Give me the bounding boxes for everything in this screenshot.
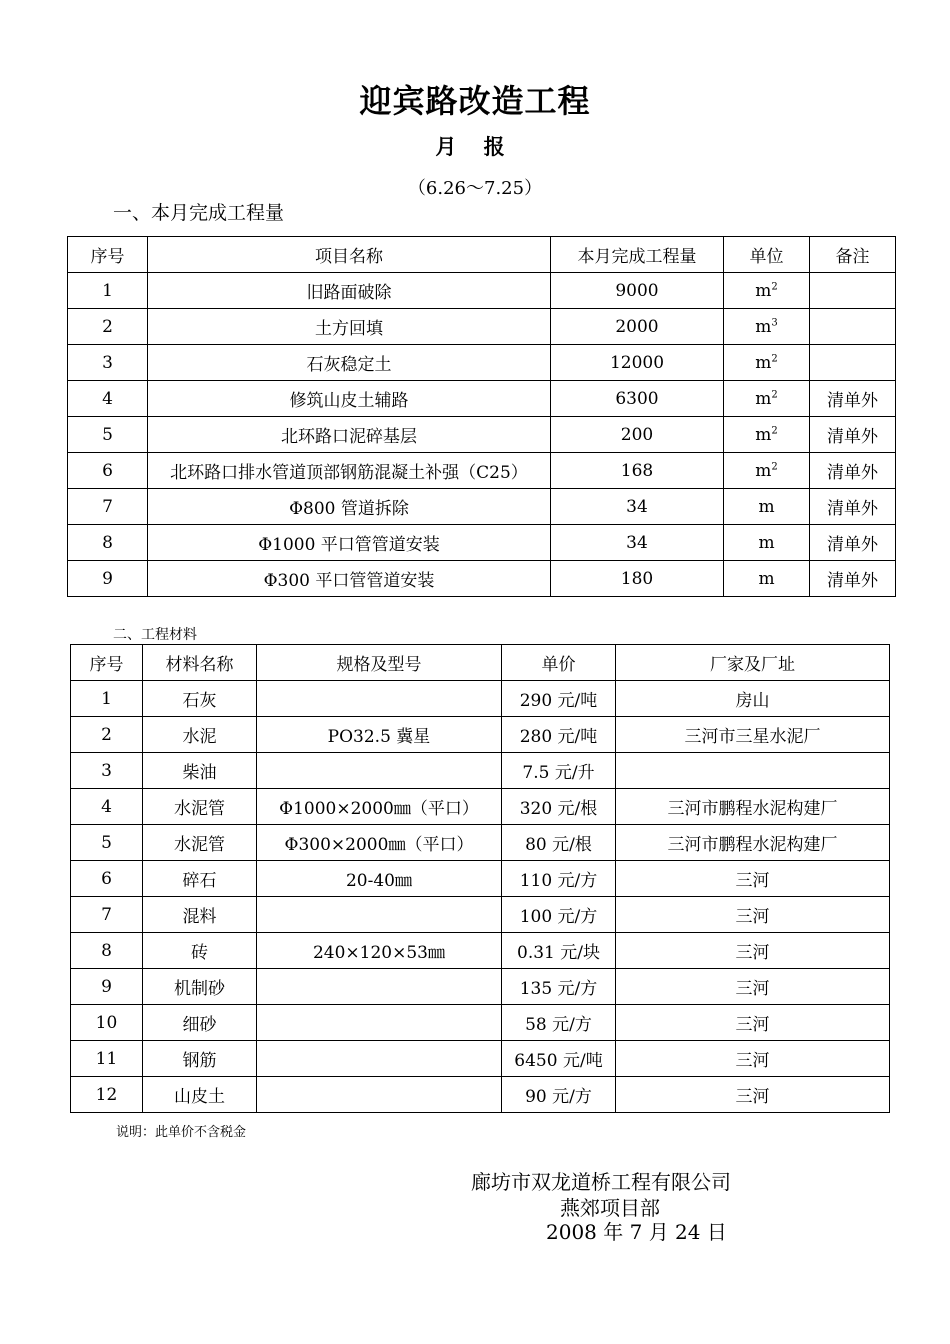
unit-text: m [755,460,772,481]
unit-text: m [755,352,772,373]
material-spec [257,1077,502,1113]
column-header: 材料名称 [143,645,257,681]
item-unit [724,561,810,597]
table-row [71,717,890,753]
unit-exponent: 2 [771,280,778,292]
material-spec [257,969,502,1005]
unit-text: m [758,532,775,553]
material-vendor: 三河市鹏程水泥构建厂 [616,825,890,861]
row-number: 2 [68,309,148,345]
table-row [71,1005,890,1041]
material-spec: 240×120×53㎜ [257,933,502,969]
report-period: （6.26～7.25） [407,178,543,199]
unit-exponent: 2 [771,460,778,472]
item-remark: 清单外 [810,525,896,561]
item-name: 修筑山皮土辅路 [148,381,551,417]
row-number: 9 [68,561,148,597]
column-header: 本月完成工程量 [551,237,724,273]
item-name: 北环路口泥碎基层 [148,417,551,453]
item-unit [724,453,810,489]
price-note: 说明：此单价不含税金 [116,1125,247,1140]
item-name: 石灰稳定土 [148,345,551,381]
table-row [71,969,890,1005]
section2-heading: 二、工程材料 [113,627,197,643]
table-row [68,561,896,597]
document-subtitle: 月 报 [435,135,515,159]
row-number: 11 [71,1041,143,1077]
item-quantity: 34 [551,525,724,561]
row-number: 9 [71,969,143,1005]
unit-text: m [755,424,772,445]
material-price: 110 元/方 [502,861,616,897]
row-number: 5 [68,417,148,453]
material-name: 细砂 [143,1005,257,1041]
column-header: 序号 [71,645,143,681]
material-vendor: 三河 [616,897,890,933]
item-remark [810,345,896,381]
table-row [71,933,890,969]
item-name: Φ800 管道拆除 [148,489,551,525]
material-name: 水泥 [143,717,257,753]
row-number: 3 [71,753,143,789]
material-name: 碎石 [143,861,257,897]
column-header: 单价 [502,645,616,681]
item-remark [810,273,896,309]
table-row [71,681,890,717]
material-spec [257,681,502,717]
material-spec: Φ300×2000㎜（平口） [257,825,502,861]
material-name: 机制砂 [143,969,257,1005]
row-number: 2 [71,717,143,753]
row-number: 7 [68,489,148,525]
material-spec [257,897,502,933]
column-header: 单位 [724,237,810,273]
table-row [71,789,890,825]
column-header: 序号 [68,237,148,273]
completed-work-table [67,236,896,597]
column-header: 项目名称 [148,237,551,273]
table-row [71,861,890,897]
unit-text: m [758,568,775,589]
column-header: 厂家及厂址 [616,645,890,681]
row-number: 12 [71,1077,143,1113]
material-vendor: 三河 [616,1041,890,1077]
unit-exponent: 2 [771,424,778,436]
item-quantity: 200 [551,417,724,453]
table-header-row [68,237,896,273]
unit-text: m [758,496,775,517]
department-name: 燕郊项目部 [560,1196,660,1220]
item-quantity: 9000 [551,273,724,309]
item-unit [724,273,810,309]
table-row [71,825,890,861]
company-name: 廊坊市双龙道桥工程有限公司 [471,1170,731,1194]
item-quantity: 34 [551,489,724,525]
unit-text: m [755,388,772,409]
table-row [71,753,890,789]
table-row [68,381,896,417]
material-price: 80 元/根 [502,825,616,861]
item-remark: 清单外 [810,381,896,417]
unit-exponent: 2 [771,352,778,364]
row-number: 8 [71,933,143,969]
material-spec: Φ1000×2000㎜（平口） [257,789,502,825]
material-price: 0.31 元/块 [502,933,616,969]
materials-table [70,644,890,1113]
table-row [68,489,896,525]
row-number: 3 [68,345,148,381]
item-unit [724,381,810,417]
item-remark: 清单外 [810,417,896,453]
item-unit [724,345,810,381]
table-row [71,1041,890,1077]
table-row [68,309,896,345]
material-price: 90 元/方 [502,1077,616,1113]
material-price: 320 元/根 [502,789,616,825]
row-number: 4 [68,381,148,417]
item-unit [724,489,810,525]
material-name: 砖 [143,933,257,969]
column-header: 备注 [810,237,896,273]
table-row [71,1077,890,1113]
item-name: Φ1000 平口管管道安装 [148,525,551,561]
table-row [68,453,896,489]
material-price: 290 元/吨 [502,681,616,717]
material-price: 100 元/方 [502,897,616,933]
row-number: 5 [71,825,143,861]
item-unit [724,417,810,453]
material-vendor: 三河 [616,861,890,897]
row-number: 4 [71,789,143,825]
material-name: 石灰 [143,681,257,717]
item-quantity: 180 [551,561,724,597]
material-spec: PO32.5 冀星 [257,717,502,753]
row-number: 6 [68,453,148,489]
item-name: 旧路面破除 [148,273,551,309]
row-number: 10 [71,1005,143,1041]
material-spec [257,753,502,789]
material-vendor [616,753,890,789]
item-remark: 清单外 [810,561,896,597]
item-unit [724,525,810,561]
column-header: 规格及型号 [257,645,502,681]
material-name: 柴油 [143,753,257,789]
unit-text: m [755,316,772,337]
material-spec [257,1005,502,1041]
table-row [71,897,890,933]
material-vendor: 三河市三星水泥厂 [616,717,890,753]
material-price: 58 元/方 [502,1005,616,1041]
material-vendor: 三河 [616,1005,890,1041]
unit-text: m [755,280,772,301]
table-row [68,525,896,561]
material-vendor: 房山 [616,681,890,717]
table-row [68,273,896,309]
table-row [68,417,896,453]
material-vendor: 三河 [616,969,890,1005]
row-number: 7 [71,897,143,933]
material-spec: 20-40㎜ [257,861,502,897]
material-spec [257,1041,502,1077]
material-name: 山皮土 [143,1077,257,1113]
material-name: 混料 [143,897,257,933]
row-number: 1 [71,681,143,717]
item-quantity: 6300 [551,381,724,417]
item-quantity: 168 [551,453,724,489]
table-header-row [71,645,890,681]
report-date: 2008 年 7 月 24 日 [546,1220,727,1244]
document-title: 迎宾路改造工程 [359,82,591,120]
item-remark: 清单外 [810,489,896,525]
item-quantity: 12000 [551,345,724,381]
material-name: 水泥管 [143,789,257,825]
item-name: 北环路口排水管道顶部钢筋混凝土补强（C25） [148,453,551,489]
unit-exponent: 3 [771,316,778,328]
row-number: 8 [68,525,148,561]
material-vendor: 三河 [616,933,890,969]
section1-heading: 一、本月完成工程量 [113,202,285,224]
item-remark [810,309,896,345]
material-vendor: 三河 [616,1077,890,1113]
material-price: 7.5 元/升 [502,753,616,789]
item-quantity: 2000 [551,309,724,345]
item-unit [724,309,810,345]
item-name: 土方回填 [148,309,551,345]
material-vendor: 三河市鹏程水泥构建厂 [616,789,890,825]
item-name: Φ300 平口管管道安装 [148,561,551,597]
row-number: 6 [71,861,143,897]
material-price: 6450 元/吨 [502,1041,616,1077]
material-name: 水泥管 [143,825,257,861]
item-remark: 清单外 [810,453,896,489]
material-price: 135 元/方 [502,969,616,1005]
table-row [68,345,896,381]
unit-exponent: 2 [771,388,778,400]
material-price: 280 元/吨 [502,717,616,753]
row-number: 1 [68,273,148,309]
material-name: 钢筋 [143,1041,257,1077]
